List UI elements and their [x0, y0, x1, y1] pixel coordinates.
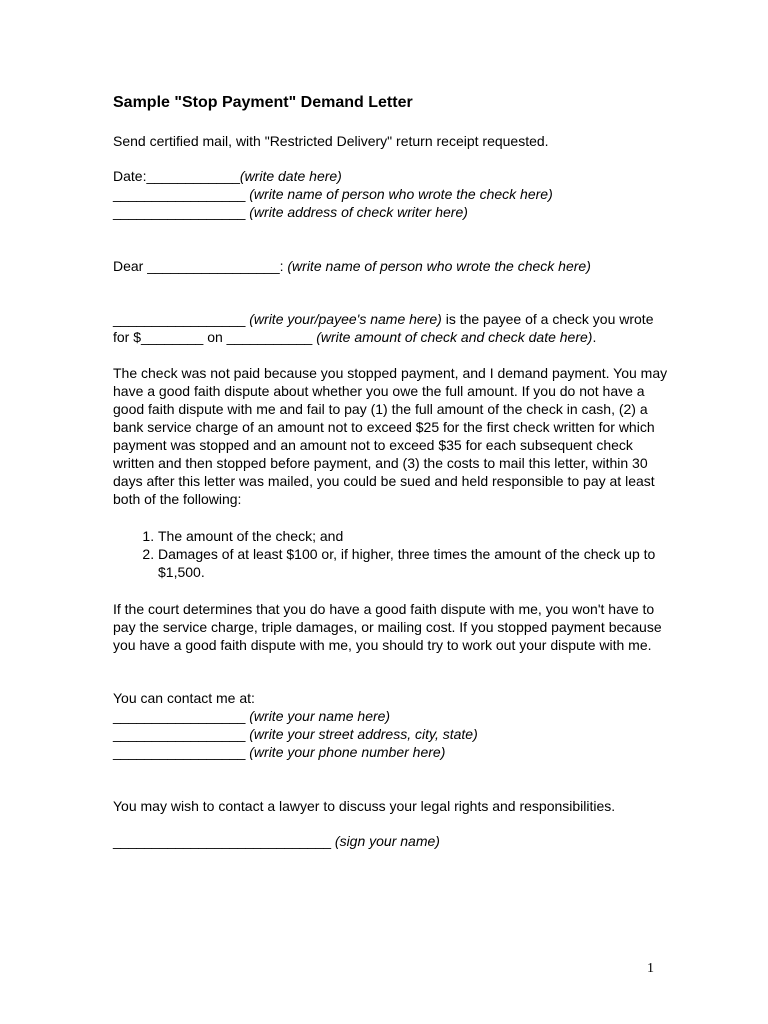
recipient-address-hint: (write address of check writer here) — [249, 204, 468, 220]
demand-paragraph: The check was not paid because you stopped payment, and I demand payment. You may have a good faith dispute about whether you owe the full amount. If you do not have a good faith dispute with me and fail to pay (1) the full amount of the check in cash, (2) a bank service charge of an amount not to exceed $25 for the first check written for which payment was stopped and an amount not to exceed $35 for each subsequent check written and then stopped before payment, and (3) the costs to mail this letter, within 30 days after this letter was mailed, you could be sued and held responsible to pay at least both of the following: — [113, 365, 668, 507]
contact-name-blank: _________________ — [113, 708, 246, 724]
contact-address-blank: _________________ — [113, 726, 246, 742]
recipient-name-blank: _________________ — [113, 186, 246, 202]
page-number: 1 — [647, 961, 654, 976]
contact-address-line — [113, 725, 673, 743]
lawyer-note: You may wish to contact a lawyer to discuss your legal rights and responsibilities. — [113, 798, 616, 814]
salutation-prefix: Dear _________________: — [113, 258, 284, 274]
contact-block — [113, 689, 673, 761]
contact-phone-blank: _________________ — [113, 744, 246, 760]
recipient-name-line — [113, 185, 673, 203]
recipient-name-hint: (write name of person who wrote the check here) — [249, 186, 553, 202]
signature-blank: ____________________________ — [113, 833, 332, 849]
contact-intro: You can contact me at: — [113, 690, 255, 706]
contact-name-line — [113, 707, 673, 725]
signature-line — [113, 832, 673, 850]
payee-text: is the payee of a check you wrote for $________ on ___________ — [113, 311, 654, 345]
list-item: 1. The amount of the check; and — [158, 527, 673, 545]
intro-instruction: Send certified mail, with "Restricted Delivery" return receipt requested. — [113, 133, 549, 149]
amount-hint: (write amount of check and check date here) — [316, 329, 593, 345]
payee-paragraph — [113, 310, 673, 346]
contact-name-hint: (write your name here) — [249, 708, 391, 724]
letter-header-block — [113, 167, 673, 221]
date-hint: (write date here) — [239, 168, 342, 184]
page-title: Sample "Stop Payment" Demand Letter — [113, 94, 413, 111]
signature-hint: (sign your name) — [334, 833, 440, 849]
liability-list — [113, 527, 673, 581]
contact-phone-hint: (write your phone number here) — [249, 744, 446, 760]
payee-end: . — [592, 329, 597, 345]
date-label: Date:____________ — [113, 168, 240, 184]
date-line — [113, 167, 673, 185]
payee-blank: _________________ — [113, 311, 246, 327]
contact-address-hint: (write your street address, city, state) — [249, 726, 478, 742]
recipient-address-blank: _________________ — [113, 204, 246, 220]
list-item: 2. Damages of at least $100 or, if higher, three times the amount of the check up to $1,500. — [158, 545, 673, 581]
contact-phone-line — [113, 743, 673, 761]
letter-body — [113, 93, 673, 850]
salutation-hint: (write name of person who wrote the check here) — [287, 258, 591, 274]
salutation — [113, 257, 673, 275]
court-paragraph: If the court determines that you do have a good faith dispute with me, you won't have to pay the service charge, triple damages, or mailing cost. If you stopped payment because you have a good faith dispute with me, you should try to work out your dispute with me. — [113, 601, 662, 653]
payee-hint: (write your/payee's name here) — [249, 311, 442, 327]
recipient-address-line — [113, 203, 673, 221]
